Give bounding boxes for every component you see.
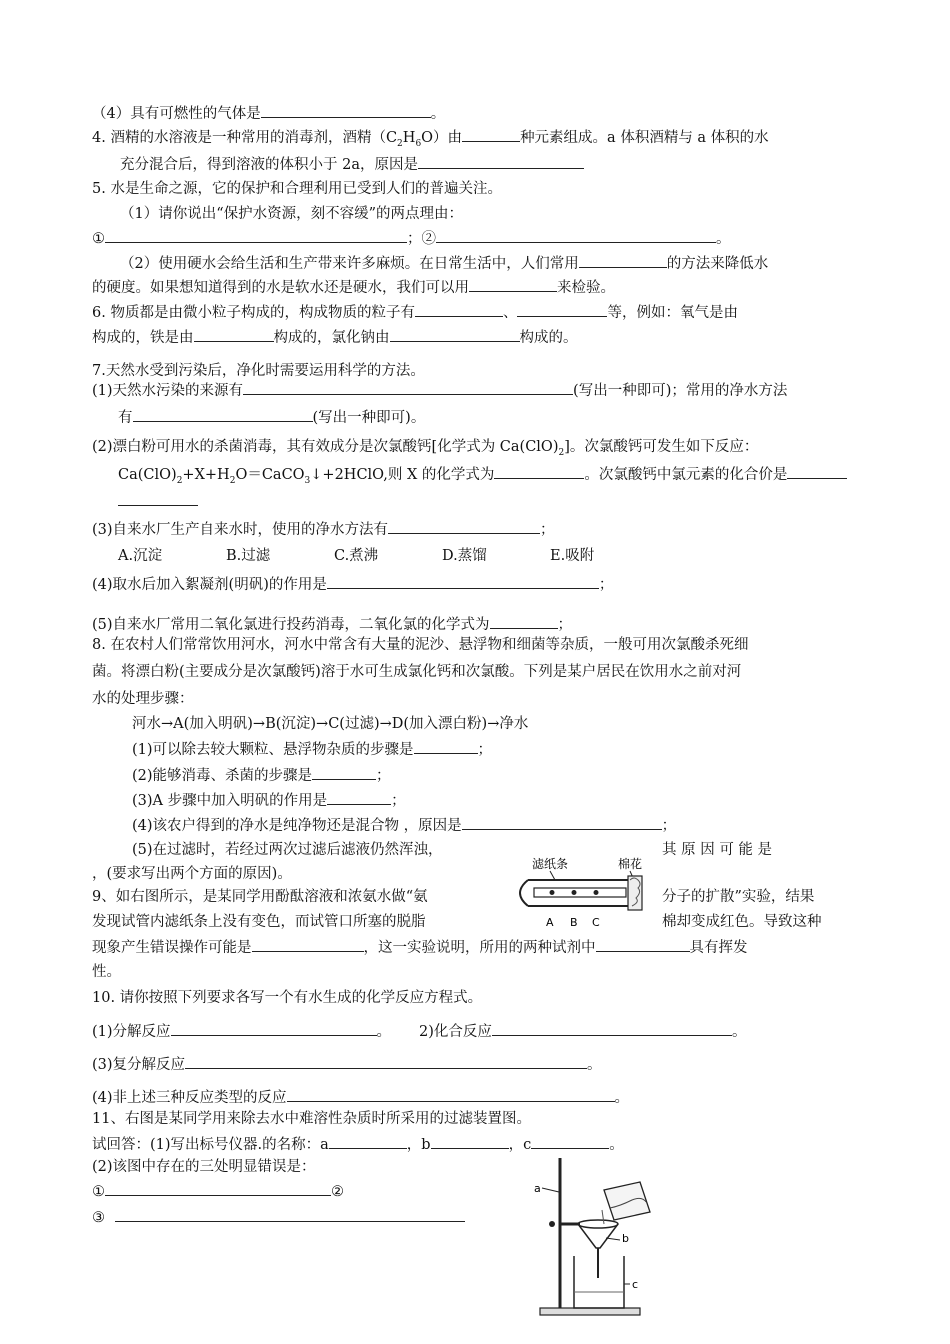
q9-line1b: 分子的扩散”实验，结果 [662, 889, 815, 905]
q5-sub2-line1: （2）使用硬水会给生活和生产带来许多麻烦。在日常生活中，人们常用 的方法来降低水 [120, 253, 768, 274]
q7-s1-line1: (1)天然水污染的来源有 (写出一种即可)；常用的净水方法 [92, 380, 787, 401]
option-c[interactable]: C.煮沸 [334, 548, 379, 564]
answer-blank[interactable] [462, 815, 662, 830]
q5-answers: ① ；② 。 [92, 228, 731, 249]
answer-blank[interactable] [596, 937, 690, 952]
fig-label-b: b [622, 1232, 629, 1245]
q8-line2: 菌。将漂白粉(主要成分是次氯酸钙)溶于水可生成氯化钙和次氯酸。下列是某户居民在饮用水之前对河 [92, 664, 742, 680]
fig-label-a: a [534, 1182, 541, 1195]
q6-line2: 构成的，铁是由 构成的，氯化钠由 构成的。 [92, 327, 578, 348]
q11-error-3: ③ [92, 1207, 465, 1228]
q7-s1-line2: 有 (写出一种即可)。 [118, 407, 425, 428]
answer-blank[interactable] [312, 765, 376, 780]
answer-blank[interactable] [492, 1021, 732, 1036]
answer-blank[interactable] [252, 937, 364, 952]
answer-blank[interactable] [118, 491, 198, 506]
q7-s5: (5)自来水厂常用二氧化氯进行投药消毒，二氧化氯的化学式为 ； [92, 614, 572, 635]
q7-s4: (4)取水后加入絮凝剂(明矾)的作用是 ； [92, 574, 613, 595]
answer-blank[interactable] [105, 228, 407, 243]
q3-sub4: （4）具有可燃性的气体是 。 [92, 103, 445, 124]
q10-title: 10. 请你按照下列要求各写一个有水生成的化学反应方程式。 [92, 990, 483, 1006]
answer-blank[interactable] [287, 1087, 615, 1102]
q9-line1a: 9、如右图所示，是某同学用酚酞溶液和浓氨水做“氨 [92, 889, 428, 905]
answer-blank[interactable] [418, 154, 584, 169]
q9-line2a: 发现试管内滤纸条上没有变色，而试管口所塞的脱脂 [92, 914, 426, 930]
answer-blank[interactable] [327, 790, 391, 805]
answer-blank[interactable] [388, 519, 540, 534]
fig-label-c: c [632, 1278, 639, 1291]
answer-blank[interactable] [115, 1207, 465, 1222]
q6-line1: 6. 物质都是由微小粒子构成的，构成物质的粒子有 、 等，例如：氧气是由 [92, 302, 738, 323]
answer-blank[interactable] [105, 1181, 331, 1196]
q7-s2-line3 [118, 491, 198, 512]
q11-s2: (2)该图中存在的三处明显错误是： [92, 1159, 316, 1175]
option-a[interactable]: A.沉淀 [118, 548, 163, 564]
q8-s1: (1)可以除去较大颗粒、悬浮物杂质的步骤是 ； [132, 739, 492, 760]
q9-line4: 性。 [92, 964, 121, 980]
q9-line2b: 棉却变成红色。导致这种 [662, 914, 822, 930]
answer-blank[interactable] [531, 1134, 609, 1149]
answer-blank[interactable] [171, 1021, 377, 1036]
q11-s1: 试回答：(1)写出标号仪器.的名称：a ，b ，c 。 [92, 1134, 624, 1155]
test-tube-figure [500, 850, 660, 930]
q7-s2-line2: $Ca(ClO)_2+X+H_2O=CaCO_3↓+2HClO$,则 X 的化学式为 。次氯酸钙中氯元素的化合价是 [118, 464, 847, 491]
q8-flow: 河水→A(加入明矾)→B(沉淀)→C(过滤)→D(加入漂白粉)→净水 [132, 716, 529, 732]
q8-s5-line1: (5)在过滤时，若经过两次过滤后滤液仍然浑浊， [132, 842, 443, 858]
answer-blank[interactable] [494, 464, 584, 479]
option-d[interactable]: D.蒸馏 [442, 548, 487, 564]
q5-sub2-line2: 的硬度。如果想知道得到的水是软水还是硬水，我们可以用 来检验。 [92, 277, 615, 298]
q8-s3: (3)A 步骤中加入明矾的作用是 ； [132, 790, 406, 811]
q7-s2-line1: (2)漂白粉可用水的杀菌消毒，其有效成分是次氯酸钙[化学式为 $Ca(ClO)_2$]。次氯酸钙可发生如下反应： [92, 439, 759, 458]
answer-blank[interactable] [431, 1134, 509, 1149]
q11-title: 11、右图是某同学用来除去水中难溶性杂质时所采用的过滤装置图。 [92, 1111, 531, 1127]
q10-s4: (4)非上述三种反应类型的反应 。 [92, 1087, 629, 1108]
answer-blank[interactable] [133, 407, 313, 422]
option-b[interactable]: B.过滤 [226, 548, 271, 564]
q8-s5-tail: 其 原 因 可 能 是 [662, 842, 773, 858]
q4-line2: 充分混合后，得到溶液的体积小于 2a，原因是 [120, 154, 584, 175]
answer-blank[interactable] [390, 327, 520, 342]
q8-s2: (2)能够消毒、杀菌的步骤是 ； [132, 765, 391, 786]
answer-blank[interactable] [787, 464, 847, 479]
q5-sub1: （1）请你说出“保护水资源，刻不容缓”的两点理由： [120, 206, 464, 222]
q5-title: 5. 水是生命之源，它的保护和合理利用已受到人们的普遍关注。 [92, 181, 502, 197]
answer-blank[interactable] [194, 327, 274, 342]
answer-blank[interactable] [327, 574, 599, 589]
fig-point-c: C [592, 916, 600, 929]
answer-blank[interactable] [329, 1134, 407, 1149]
answer-blank[interactable] [261, 103, 431, 118]
q8-line1: 8. 在农村人们常常饮用河水，河水中常含有大量的泥沙、悬浮物和细菌等杂质，一般可用次氯酸杀死细 [92, 637, 749, 653]
answer-blank[interactable] [469, 277, 557, 292]
fig-point-a: A [546, 916, 554, 929]
q10-s3: (3)复分解反应 。 [92, 1054, 602, 1075]
q7-title: 7.天然水受到污染后，净化时需要运用科学的方法。 [92, 363, 425, 379]
answer-blank[interactable] [185, 1054, 587, 1069]
q11-errors-1-2: ① ② [92, 1181, 344, 1202]
answer-blank[interactable] [490, 614, 558, 629]
answer-blank[interactable] [517, 302, 607, 317]
q7-s3: (3)自来水厂生产自来水时，使用的净水方法有 ； [92, 519, 555, 540]
fig-label-filter-paper: 滤纸条 [532, 857, 569, 871]
fig-point-b: B [570, 916, 578, 929]
q10-s1-s2: (1)分解反应 。 2)化合反应 。 [92, 1021, 746, 1042]
answer-blank[interactable] [243, 380, 573, 395]
answer-blank[interactable] [462, 127, 520, 142]
answer-blank[interactable] [414, 739, 478, 754]
filtration-apparatus-figure [520, 1150, 700, 1320]
answer-blank[interactable] [436, 228, 716, 243]
answer-blank[interactable] [579, 253, 667, 268]
fig-label-cotton: 棉花 [618, 857, 643, 871]
q8-s5-line2: ，(要求写出两个方面的原因)。 [92, 866, 292, 882]
q8-s4: (4)该农户得到的净水是纯净物还是混合物 ，原因是 ； [132, 815, 676, 836]
q8-line3: 水的处理步骤： [92, 691, 194, 707]
option-e[interactable]: E.吸附 [550, 548, 595, 564]
q9-line3: 现象产生错误操作可能是 ，这一实验说明，所用的两种试剂中 具有挥发 [92, 937, 748, 958]
q4-line1: 4. 酒精的水溶液是一种常用的消毒剂，酒精$(C_2H_6O)$由 种元素组成。a 体积酒精与 a 体积的水 [92, 127, 769, 154]
answer-blank[interactable] [415, 302, 503, 317]
